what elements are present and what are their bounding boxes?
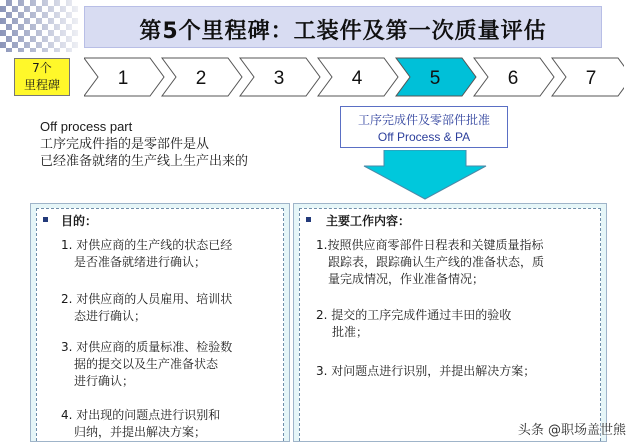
milestone-number-6: 6: [507, 68, 519, 89]
purpose-item-1: [61, 237, 232, 271]
pa-box-english: Off Process & PA: [377, 130, 471, 144]
milestone-label-line2: 里程碑: [23, 78, 60, 92]
decorative-checker-fade: [0, 0, 78, 52]
off-process-pa-box: [340, 106, 508, 148]
purpose-item-4-line1: 4. 对出现的问题点进行识别和: [61, 408, 221, 422]
off-process-english-label: Off process part: [40, 119, 133, 134]
purpose-item-3-line3: 进行确认；: [74, 374, 135, 388]
purpose-panel: [30, 203, 290, 442]
off-process-definition: [40, 136, 320, 170]
main-work-heading: 主要工作内容：: [326, 214, 411, 228]
page-title: 第5个里程碑：工装件及第一次质量评估: [139, 19, 547, 44]
purpose-heading: 目的：: [61, 214, 98, 228]
down-arrow-icon: [362, 150, 488, 200]
title-banner: [84, 6, 602, 48]
work-item-2-line2: 批准；: [332, 325, 369, 339]
purpose-item-2-line1: 2. 对供应商的人员雇用、培训状: [61, 292, 233, 306]
pa-box-chinese: 工序完成件及零部件批准: [357, 113, 490, 127]
milestone-number-2: 2: [195, 68, 207, 89]
purpose-item-2: [61, 291, 232, 325]
purpose-item-1-line1: 1. 对供应商的生产线的状态已经: [61, 238, 233, 252]
work-item-2: [316, 307, 511, 341]
definition-line1: 工序完成件指的是零部件是从: [40, 137, 210, 152]
milestone-chevron-row: [84, 56, 624, 98]
milestone-number-5: 5: [429, 68, 441, 89]
milestone-count-label: [14, 58, 70, 96]
square-bullet-icon: [43, 217, 48, 222]
purpose-item-3-line2: 据的提交以及生产准备状态: [74, 357, 219, 371]
milestone-number-4: 4: [351, 68, 363, 89]
work-item-3: [316, 363, 535, 380]
work-item-2-line1: 2. 提交的工序完成件通过丰田的验收: [316, 308, 512, 322]
purpose-item-4-line2: 归纳，并提出解决方案；: [74, 425, 207, 439]
purpose-item-2-line2: 态进行确认；: [74, 309, 147, 323]
purpose-item-3-line1: 3. 对供应商的质量标准、检验数: [61, 340, 233, 354]
purpose-item-4: [61, 407, 220, 441]
square-bullet-icon: [306, 217, 311, 222]
work-item-1-line1: 1.按照供应商零部件日程表和关键质量指标: [316, 238, 544, 252]
watermark: 头条 @职场盖世熊: [517, 423, 626, 438]
purpose-item-3: [61, 339, 232, 390]
purpose-panel-inner: [36, 208, 284, 441]
milestone-number-7: 7: [585, 68, 597, 89]
main-work-panel: [293, 203, 607, 442]
milestone-number-1: 1: [117, 68, 129, 89]
work-item-1: [316, 237, 544, 288]
work-item-1-line2: 跟踪表，跟踪确认生产线的准备状态，质: [328, 255, 545, 269]
purpose-item-1-line2: 是否准备就绪进行确认；: [74, 255, 207, 269]
milestone-label-line1: 7个: [32, 61, 52, 75]
milestone-number-3: 3: [273, 68, 285, 89]
definition-line2: 已经准备就绪的生产线上生产出来的: [40, 154, 249, 169]
main-work-panel-inner: [299, 208, 601, 441]
work-item-1-line3: 量完成情况，作业准备情况；: [328, 272, 485, 286]
work-item-3-line1: 3. 对问题点进行识别，并提出解决方案；: [316, 364, 536, 378]
